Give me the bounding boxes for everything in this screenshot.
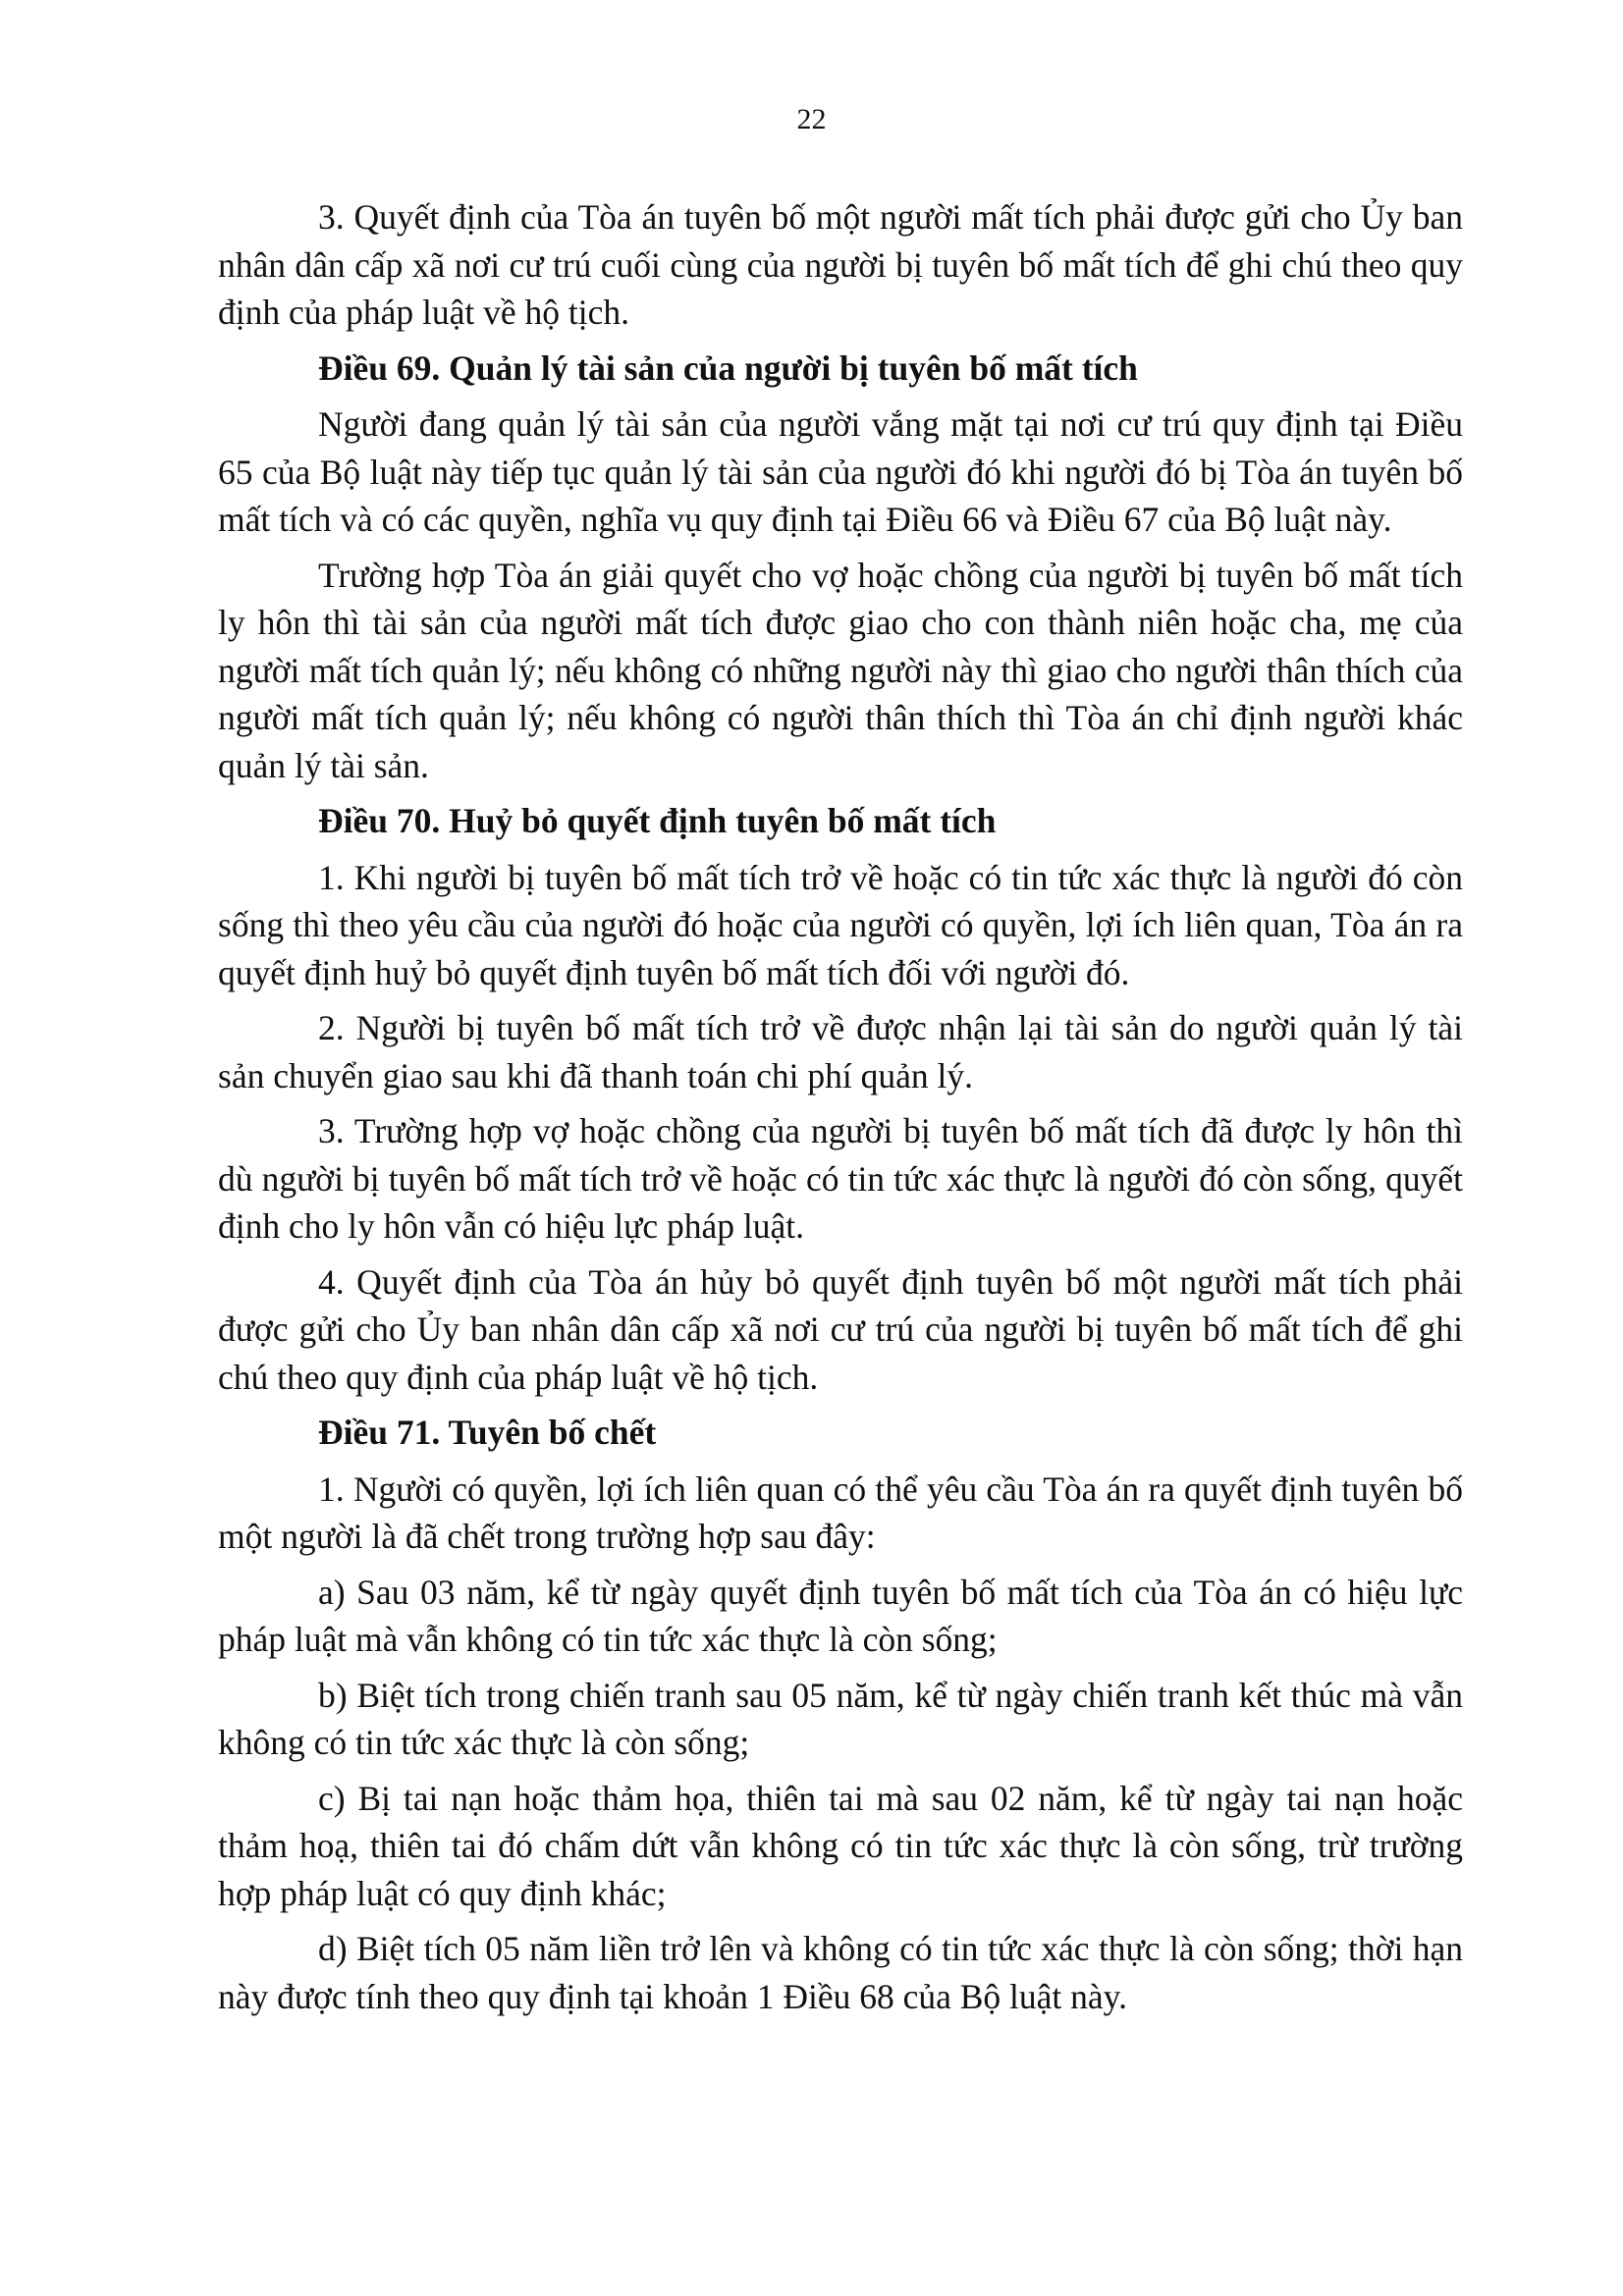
article-heading-dieu-69: Điều 69. Quản lý tài sản của người bị tuyên bố mất tích — [318, 347, 1138, 388]
page-content — [218, 193, 1463, 2028]
paragraph-dieu-70-clause-4: 4. Quyết định của Tòa án hủy bỏ quyết định tuyên bố một người mất tích phải được gửi cho Ủy ban nhân dân cấp xã nơi cư trú của người bị tuyên bố mất tích để ghi chú theo quy định của pháp luật về hộ tịch. — [218, 1261, 1463, 1397]
paragraph-dieu-69-1: Người đang quản lý tài sản của người vắng mặt tại nơi cư trú quy định tại Điều 65 của Bộ luật này tiếp tục quản lý tài sản của người đó khi người đó bị Tòa án tuyên bố mất tích và có các quyền, nghĩa vụ quy định tại Điều 66 và Điều 67 của Bộ luật này. — [218, 404, 1463, 539]
paragraph-dieu-70-clause-3: 3. Trường hợp vợ hoặc chồng của người bị tuyên bố mất tích đã được ly hôn thì dù người bị tuyên bố mất tích trở về hoặc có tin tức xác thực là người đó còn sống, quyết định cho ly hôn vẫn có hiệu lực pháp luật. — [218, 1111, 1463, 1246]
paragraph-dieu-71-clause-1: 1. Người có quyền, lợi ích liên quan có thể yêu cầu Tòa án ra quyết định tuyên bố một người là đã chết trong trường hợp sau đây: — [218, 1468, 1463, 1556]
paragraph-dieu-71-point-c: c) Bị tai nạn hoặc thảm họa, thiên tai mà sau 02 năm, kể từ ngày tai nạn hoặc thảm hoạ, thiên tai đó chấm dứt vẫn không có tin tức xác thực là còn sống, trừ trường hợp pháp luật có quy định khác; — [218, 1778, 1463, 1913]
paragraph-dieu-70-clause-2: 2. Người bị tuyên bố mất tích trở về được nhận lại tài sản do người quản lý tài sản chuyển giao sau khi đã thanh toán chi phí quản lý. — [218, 1008, 1463, 1095]
paragraph-dieu-71-point-d: d) Biệt tích 05 năm liền trở lên và không có tin tức xác thực là còn sống; thời hạn này được tính theo quy định tại khoản 1 Điều 68 của Bộ luật này. — [218, 1929, 1463, 2016]
article-heading-dieu-70: Điều 70. Huỷ bỏ quyết định tuyên bố mất tích — [318, 801, 997, 840]
paragraph-dieu-69-2: Trường hợp Tòa án giải quyết cho vợ hoặc chồng của người bị tuyên bố mất tích ly hôn thì tài sản của người mất tích được giao cho con thành niên hoặc cha, mẹ của người mất tích quản lý; nếu không có những người này thì giao cho người thân thích của người mất tích quản lý; nếu không có người thân thích thì Tòa án chỉ định người khác quản lý tài sản. — [218, 555, 1463, 785]
page-number: 22 — [796, 103, 827, 135]
article-heading-dieu-71: Điều 71. Tuyên bố chết — [318, 1413, 657, 1452]
paragraph-dieu-71-point-a: a) Sau 03 năm, kể từ ngày quyết định tuyên bố mất tích của Tòa án có hiệu lực pháp luật mà vẫn không có tin tức xác thực là còn sống; — [218, 1572, 1463, 1659]
paragraph-dieu-71-point-b: b) Biệt tích trong chiến tranh sau 05 năm, kể từ ngày chiến tranh kết thúc mà vẫn không có tin tức xác thực là còn sống; — [218, 1675, 1463, 1762]
paragraph-dieu-70-clause-1: 1. Khi người bị tuyên bố mất tích trở về hoặc có tin tức xác thực là người đó còn sống thì theo yêu cầu của người đó hoặc của người có quyền, lợi ích liên quan, Tòa án ra quyết định huỷ bỏ quyết định tuyên bố mất tích đối với người đó. — [218, 857, 1463, 992]
paragraph-dieu-68-clause-3: 3. Quyết định của Tòa án tuyên bố một người mất tích phải được gửi cho Ủy ban nhân dân cấp xã nơi cư trú cuối cùng của người bị tuyên bố mất tích để ghi chú theo quy định của pháp luật về hộ tịch. — [218, 197, 1463, 332]
